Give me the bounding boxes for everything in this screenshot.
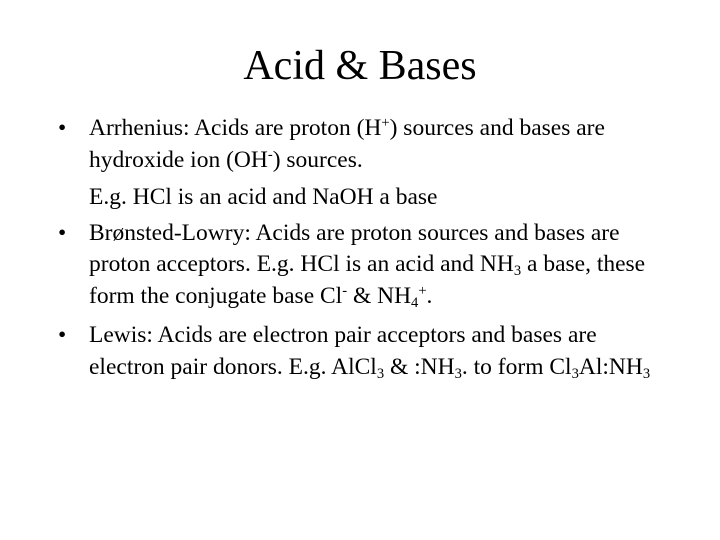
bullet-bronsted-lowry — [58, 218, 658, 313]
arrhenius-text-c: ) sources. — [272, 146, 363, 173]
bronsted-sup-2: + — [418, 282, 427, 299]
bronsted-text-b: a base, these form the conjugate base Cl — [89, 251, 646, 309]
arrhenius-text-a: Arrhenius: Acids are proton (H — [89, 115, 382, 141]
bronsted-text-d: . — [426, 282, 433, 309]
arrhenius-sup-1: + — [381, 115, 390, 131]
slide-title: Acid & Bases — [243, 43, 477, 89]
bronsted-sup-1: - — [342, 282, 348, 299]
slide-content — [58, 113, 658, 383]
lewis-sub-4: 3 — [642, 365, 651, 382]
arrhenius-sup-2: - — [267, 146, 273, 163]
lewis-text-d: Al:NH — [578, 353, 643, 380]
bullet-marker: • — [58, 219, 67, 246]
bronsted-sub-1: 3 — [513, 263, 522, 280]
bullet-lewis — [58, 320, 658, 383]
arrhenius-text-b: ) sources and bases are hydroxide ion (OH — [89, 115, 605, 173]
bullet-marker: • — [58, 115, 67, 141]
bronsted-text-c: & NH — [347, 282, 412, 309]
lewis-sub-1: 3 — [376, 365, 385, 382]
bronsted-sub-2: 4 — [411, 294, 419, 311]
bullet-arrhenius — [58, 113, 658, 176]
lewis-text-c: . to form Cl — [461, 353, 572, 380]
lewis-sub-2: 3 — [454, 365, 462, 382]
arrhenius-example: E.g. HCl is an acid and NaOH a base — [89, 184, 438, 210]
lewis-sub-3: 3 — [571, 365, 579, 382]
bronsted-text-a: Brønsted-Lowry: Acids are proton sources and bases are proton acceptors. E.g. HCl is an acid and NH — [89, 219, 620, 277]
lewis-text-b: & :NH — [384, 353, 455, 380]
lewis-text-a: Lewis: Acids are electron pair acceptors and bases are electron pair donors. E.g. AlCl — [89, 322, 597, 380]
bullet-marker: • — [58, 322, 67, 348]
